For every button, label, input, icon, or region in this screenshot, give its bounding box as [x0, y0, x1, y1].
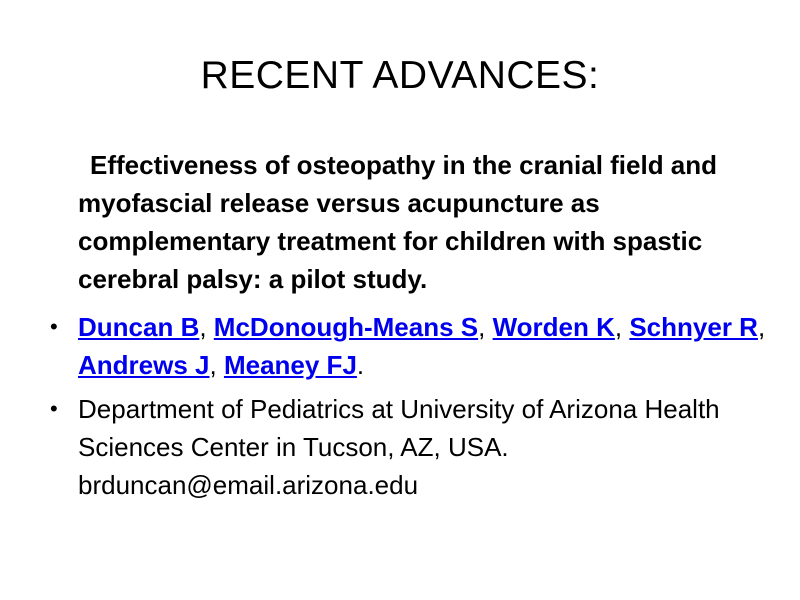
affiliation-bullet	[50, 390, 770, 504]
study-title	[78, 146, 768, 298]
bullet-dot-icon: •	[50, 314, 58, 339]
author-separator: ,	[199, 312, 214, 342]
author-link-schnyer[interactable]: Schnyer R	[629, 312, 758, 342]
author-separator: ,	[757, 312, 766, 342]
author-link-worden[interactable]: Worden K	[492, 312, 615, 342]
author-list	[78, 312, 765, 380]
author-separator: ,	[614, 312, 630, 342]
affiliation-text: Department of Pediatrics at University of Arizona Health Sciences Center in Tucson, AZ, USA. brduncan@email.arizona.edu	[78, 394, 720, 500]
author-link-mcdonough-means[interactable]: McDonough-Means S	[213, 312, 479, 342]
author-link-meaney[interactable]: Meaney FJ	[223, 350, 357, 380]
author-link-duncan[interactable]: Duncan B	[78, 312, 200, 342]
bullet-dot-icon: •	[50, 396, 58, 421]
author-link-andrews[interactable]: Andrews J	[78, 350, 210, 380]
author-separator: ,	[478, 312, 493, 342]
author-separator: ,	[209, 350, 224, 380]
author-terminator: .	[356, 350, 365, 380]
bullet-list	[50, 308, 770, 510]
slide-title: RECENT ADVANCES:	[200, 54, 600, 97]
study-title-text: Effectiveness of osteopathy in the cranial field and myofascial release versus acupuncture as complementary treatment for children with spastic cerebral palsy: a pilot study.	[78, 150, 718, 294]
authors-bullet	[50, 308, 770, 384]
